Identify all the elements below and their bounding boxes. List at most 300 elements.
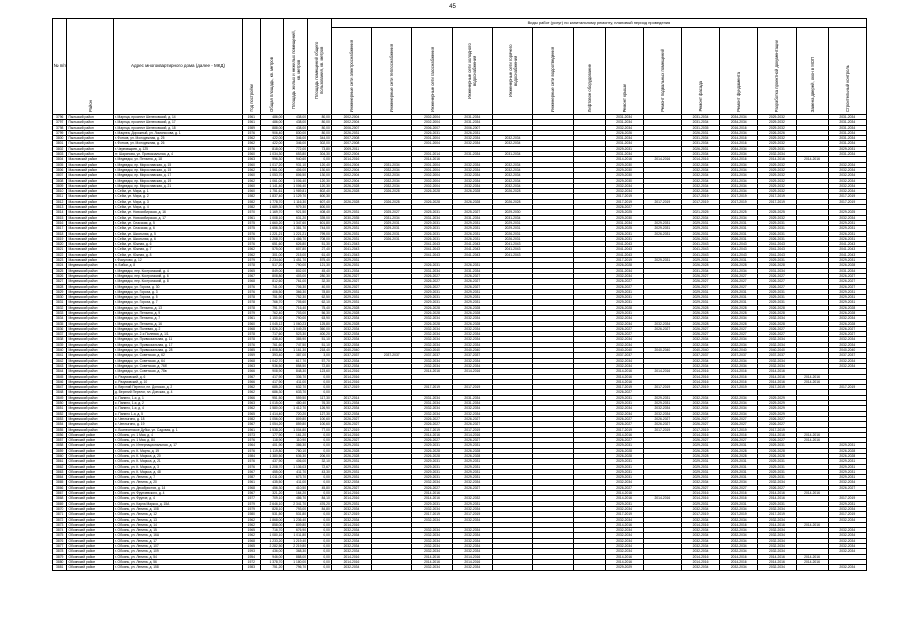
table-cell: 531,80: [284, 512, 308, 517]
table-cell: 2032-2034: [605, 273, 643, 278]
table-cell: 2002-2004: [331, 152, 371, 157]
table-cell: 2014-2016: [796, 432, 828, 437]
table-cell: г. Фасулово, д. 12: [113, 258, 242, 263]
table-cell: 2029-2029: [758, 395, 796, 400]
table-cell: 2026-2026: [605, 130, 643, 135]
table-cell: 2029-2031: [828, 226, 866, 231]
table-cell: 2029-2031: [681, 475, 719, 480]
table-cell: 2026-2028: [452, 189, 492, 194]
table-cell: 130,00: [308, 173, 332, 178]
table-cell: 1975: [243, 226, 261, 231]
table-cell: 2032-2034: [372, 167, 412, 172]
table-cell: 2026-2027: [828, 284, 866, 289]
table-cell: 2026-2028: [331, 454, 371, 459]
table-cell: 2026-2028: [758, 321, 796, 326]
table-cell: 2026-2027: [758, 326, 796, 331]
table-cell: 2032-2034: [758, 528, 796, 533]
table-cell: 2017-2019: [681, 385, 719, 390]
table-cell: 2029-2031: [828, 258, 866, 263]
table-cell: 2029-2031: [331, 459, 371, 464]
table-cell: 1 381,70: [284, 226, 308, 231]
table-cell: 2032-2034: [605, 411, 643, 416]
table-cell: 3800: [53, 136, 67, 141]
table-cell: г. Медведск, ул. Советская, д. 64: [113, 358, 242, 363]
table-cell: 2032-2034: [720, 517, 758, 522]
table-cell: 2029-2031: [720, 300, 758, 305]
table-cell: г. Медведск, пр. Мирославская, д. 21: [113, 183, 242, 188]
table-cell: 2026-2027: [605, 390, 643, 395]
header-address: Адрес многоквартирного дома (далее - МКД): [113, 19, 242, 115]
table-cell: 2026-2027: [452, 438, 492, 443]
table-cell: 2032-2034: [720, 395, 758, 400]
table-cell: 2032-2034: [681, 316, 719, 321]
table-cell: д. Верхний Перелог, пл. Донская, д. 4: [113, 390, 242, 395]
table-cell: 2017-2019: [720, 385, 758, 390]
table-cell: 2 282,50: [260, 544, 284, 549]
table-cell: 2032-2034: [492, 162, 532, 167]
table-cell: 2032-2034: [372, 183, 412, 188]
table-cell: г. Обоянь, ул. Ленина, д. 13: [113, 517, 242, 522]
table-cell: 2026-2031: [758, 236, 796, 241]
table-cell: 0,00: [308, 385, 332, 390]
table-cell: 2026-2027: [681, 416, 719, 421]
table-cell: 791,70: [260, 305, 284, 310]
table-cell: 3837: [53, 332, 67, 337]
table-cell: г. Медведск, ул. Пензина, д. 7: [113, 316, 242, 321]
table-cell: 2029-2029: [758, 406, 796, 411]
table-cell: 2029-2031: [720, 443, 758, 448]
table-cell: 2032-2034: [828, 342, 866, 347]
table-cell: 2032-2034: [681, 183, 719, 188]
table-cell: 2037-2037: [605, 353, 643, 358]
table-cell: 2026-2027: [758, 273, 796, 278]
table-cell: 2026-2028: [412, 305, 452, 310]
table-cell: 2031-2034: [492, 152, 532, 157]
table-cell: Обоянский район: [67, 491, 113, 496]
table-cell: 346,00: [284, 141, 308, 146]
table-cell: Обоянский район: [67, 554, 113, 559]
table-cell: Обоянский район: [67, 464, 113, 469]
table-cell: 2026-2028: [605, 305, 643, 310]
table-cell: 1975: [243, 220, 261, 225]
table-cell: 2032-2034: [828, 517, 866, 522]
table-cell: 2006-2007: [412, 125, 452, 130]
header-year: Год постройки: [243, 19, 261, 115]
table-cell: 2029-2031: [605, 443, 643, 448]
table-cell: 2032-2034: [452, 183, 492, 188]
table-cell: 830,00: [284, 130, 308, 135]
table-cell: 2029-2031: [681, 469, 719, 474]
table-cell: г. Медведск, ул. Привокзальная, д. 17: [113, 342, 242, 347]
table-cell: 2029-2029: [758, 411, 796, 416]
table-cell: 2026-2028: [758, 454, 796, 459]
table-cell: 636,30: [284, 454, 308, 459]
table-cell: 1 011,80: [284, 533, 308, 538]
table-cell: 2021-2025: [681, 210, 719, 215]
table-cell: 2026-2028: [758, 448, 796, 453]
table-cell: 2014-2016: [758, 559, 796, 564]
table-cell: 2032-2034: [828, 565, 866, 570]
table-cell: 772,00: [284, 146, 308, 151]
table-cell: 2026-2027: [828, 485, 866, 490]
table-cell: 2025-2025: [758, 210, 796, 215]
table-cell: 2029-2031: [412, 459, 452, 464]
table-cell: 1954: [243, 554, 261, 559]
table-cell: 2032-2034: [828, 178, 866, 183]
table-cell: 2040-2040: [681, 348, 719, 353]
table-cell: 2032-2034: [492, 173, 532, 178]
table-cell: 3879: [53, 554, 67, 559]
table-cell: 2014-2016: [681, 432, 719, 437]
table-cell: Обоянский район: [67, 432, 113, 437]
table-cell: 2031-2034: [452, 120, 492, 125]
table-cell: 2031-2034: [372, 162, 412, 167]
table-cell: 2014-2016: [720, 491, 758, 496]
table-cell: 2026-2027: [605, 326, 643, 331]
table-cell: 486,00: [260, 120, 284, 125]
table-cell: 2029-2025: [828, 210, 866, 215]
table-cell: г. Обоянь, ул. Ленина, д. 16А: [113, 533, 242, 538]
table-cell: 1 826,20: [260, 326, 284, 331]
table-cell: 3860: [53, 454, 67, 459]
table-cell: 2029-2031: [720, 295, 758, 300]
table-cell: 1 006,40: [284, 183, 308, 188]
table-cell: 2032-2034: [681, 337, 719, 342]
table-cell: 2031-2034: [331, 401, 371, 406]
table-cell: 2014-2016: [412, 554, 452, 559]
table-cell: Масловский район: [67, 242, 113, 247]
table-cell: 2029-2031: [720, 501, 758, 506]
table-cell: 2029-2031: [412, 443, 452, 448]
table-cell: 438,00: [284, 125, 308, 130]
table-cell: 2014-2016: [681, 559, 719, 564]
table-cell: г. Обоянь, ул. Ленина, д. 15: [113, 528, 242, 533]
table-cell: 2029-2032: [758, 183, 796, 188]
table-cell: 1 656,30: [260, 226, 284, 231]
header-work-9: Ремонт фасада: [681, 28, 719, 115]
table-cell: 2017-2019: [605, 258, 643, 263]
table-cell: 100,60: [308, 422, 332, 427]
table-cell: г. Обоянь, ул. Ленина, д. 14: [113, 522, 242, 527]
table-cell: 3812: [53, 199, 67, 204]
table-cell: 2029-2031: [331, 501, 371, 506]
table-cell: 2032-2034: [605, 342, 643, 347]
table-cell: 2031-2034: [452, 152, 492, 157]
table-cell: г. Обоянь, ул. Фрунзевского, д. 4: [113, 491, 242, 496]
table-cell: 3831: [53, 300, 67, 305]
table-cell: 2017-2019: [452, 512, 492, 517]
table-cell: 1 053,70: [260, 173, 284, 178]
table-cell: 2014-2016: [331, 157, 371, 162]
table-cell: 77,00: [308, 427, 332, 432]
table-cell: 2026-2027: [605, 422, 643, 427]
table-cell: 2032-2034: [331, 549, 371, 554]
table-cell: г. Сейм, ул. Школьная, д. 5: [113, 231, 242, 236]
table-cell: 2017-2019: [828, 512, 866, 517]
table-cell: 936,50: [260, 363, 284, 368]
table-cell: гт. Шаринова, ул. Привокзальная, д. 4: [113, 152, 242, 157]
table-cell: 2029-2031: [412, 289, 452, 294]
table-cell: 1961: [243, 480, 261, 485]
table-cell: 2026-2027: [605, 284, 643, 289]
table-cell: Медвежский район: [67, 406, 113, 411]
table-cell: 2014-2016: [758, 379, 796, 384]
table-cell: 2026-2027: [720, 422, 758, 427]
table-cell: 1962: [243, 167, 261, 172]
table-cell: 673,70: [284, 475, 308, 480]
table-cell: 2014-2016: [605, 374, 643, 379]
table-cell: 2032-2034: [331, 565, 371, 570]
table-cell: 2029-2030: [492, 210, 532, 215]
table-cell: 2026-2027: [758, 279, 796, 284]
table-cell: 2029-2032: [758, 173, 796, 178]
table-cell: 2 341,70: [284, 501, 308, 506]
table-cell: Медвежский район: [67, 300, 113, 305]
table-cell: 2026-2027: [452, 284, 492, 289]
table-cell: 0,00: [308, 544, 332, 549]
table-cell: 2032-2034: [828, 173, 866, 178]
table-cell: 607,40: [308, 199, 332, 204]
table-cell: Обоянский район: [67, 512, 113, 517]
table-cell: 633,70: [284, 390, 308, 395]
table-cell: 406,00: [284, 167, 308, 172]
table-cell: 3826: [53, 273, 67, 278]
table-cell: 2014-2016: [796, 522, 828, 527]
table-cell: 3809: [53, 183, 67, 188]
table-cell: 2029-2032: [758, 162, 796, 167]
table-cell: 2026-2027: [643, 326, 681, 331]
table-cell: 2029-2031: [372, 220, 412, 225]
table-cell: 523,30: [284, 332, 308, 337]
table-cell: 2014-2016: [720, 136, 758, 141]
table-cell: 808,80: [260, 273, 284, 278]
table-cell: 2029-2032: [758, 141, 796, 146]
table-cell: 2026-2031: [758, 231, 796, 236]
table-cell: Масловский район: [67, 247, 113, 252]
header-area-common: Площадь помещений общего пользования, кв. метров: [308, 19, 332, 115]
table-cell: 2014-2016: [796, 554, 828, 559]
table-cell: 2017-2019: [681, 199, 719, 204]
table-cell: 1961: [243, 427, 261, 432]
table-cell: [533, 565, 573, 570]
table-cell: 2031-2034: [681, 120, 719, 125]
table-cell: 1 080,10: [260, 533, 284, 538]
table-cell: 84,80: [308, 506, 332, 511]
table-cell: 2014-2016: [605, 559, 643, 564]
table-cell: 2032-2034: [452, 544, 492, 549]
table-cell: 2026-2028: [412, 199, 452, 204]
table-cell: 2017-2019: [331, 385, 371, 390]
table-cell: 653,80: [284, 152, 308, 157]
table-cell: 2026-2027: [758, 422, 796, 427]
table-cell: 575,00: [260, 247, 284, 252]
table-cell: 2 234,60: [260, 258, 284, 263]
table-cell: Медвежский район: [67, 395, 113, 400]
table-cell: 2040-2040: [412, 348, 452, 353]
table-cell: 720,20: [284, 411, 308, 416]
table-cell: 2026-2027: [605, 205, 643, 210]
table-cell: г. Сейм, ул. Мира, д. 3: [113, 199, 242, 204]
table-cell: Обоянский район: [67, 475, 113, 480]
table-cell: 2014-2016: [331, 522, 371, 527]
table-cell: 486,00: [260, 115, 284, 120]
table-cell: 931,10: [284, 162, 308, 167]
table-cell: г. Обоянь, ул. К. Марта, д. 19: [113, 448, 242, 453]
table-cell: 62,50: [308, 295, 332, 300]
table-cell: 717,60: [260, 332, 284, 337]
table-cell: 818,00: [260, 146, 284, 151]
table-cell: 2014-2016: [452, 554, 492, 559]
table-cell: с. Панино, 1-я, д. 2: [113, 401, 242, 406]
table-cell: 2026-2027: [720, 273, 758, 278]
table-cell: 2032-2034: [643, 411, 681, 416]
table-cell: 2030-2035: [331, 215, 371, 220]
table-cell: 1970: [243, 210, 261, 215]
table-cell: 2014-2016: [681, 496, 719, 501]
table-cell: 2026-2028: [605, 263, 643, 268]
table-cell: 2029-2031: [681, 464, 719, 469]
table-cell: 1962: [243, 247, 261, 252]
table-cell: 3869: [53, 501, 67, 506]
table-cell: 2029-2032: [758, 215, 796, 220]
table-cell: 1976: [243, 146, 261, 151]
table-cell: 2029-2031: [758, 443, 796, 448]
table-cell: 1 180,00: [284, 559, 308, 564]
table-cell: 2014-2016: [452, 432, 492, 437]
table-cell: 1960: [243, 162, 261, 167]
table-cell: 716,40: [284, 305, 308, 310]
table-cell: 1960: [243, 183, 261, 188]
table-cell: 2029-2031: [828, 475, 866, 480]
table-cell: 3862: [53, 464, 67, 469]
table-cell: 73,80: [308, 146, 332, 151]
table-cell: 3796: [53, 115, 67, 120]
table-cell: 2032-2034: [828, 162, 866, 167]
table-cell: 127,30: [308, 411, 332, 416]
table-cell: 2032-2034: [828, 506, 866, 511]
table-cell: г. Обоянь, ул. Ленина, д. 107: [113, 544, 242, 549]
table-cell: 2032-2034: [681, 480, 719, 485]
header-work-11: Разработка проектной документации: [758, 28, 796, 115]
table-cell: 2017-2019: [720, 512, 758, 517]
header-work-3: Инженерные сети холодного водоснабжения: [452, 28, 492, 115]
table-cell: 2026-2027: [412, 284, 452, 289]
table-cell: 744,00: [308, 226, 332, 231]
table-cell: 2032-2034: [331, 332, 371, 337]
table-cell: 2017-2019: [452, 385, 492, 390]
table-cell: 2032-2034: [828, 538, 866, 543]
table-cell: 2017-2019: [720, 427, 758, 432]
table-cell: 3875: [53, 533, 67, 538]
table-cell: 51,30: [308, 242, 332, 247]
table-cell: 1976: [243, 459, 261, 464]
table-cell: 2029-2031: [828, 443, 866, 448]
table-cell: 2026-2027: [643, 416, 681, 421]
table-cell: 0,00: [308, 538, 332, 543]
table-cell: 2029-2032: [758, 125, 796, 130]
table-cell: 2032-2034: [681, 544, 719, 549]
table-cell: 2031-2034: [828, 125, 866, 130]
table-cell: г. Медведск, ул. Советская, д. 76б: [113, 363, 242, 368]
table-cell: Медвежский район: [67, 401, 113, 406]
table-cell: 120,30: [308, 178, 332, 183]
table-cell: 2026-2031: [452, 231, 492, 236]
table-cell: 3797: [53, 120, 67, 125]
table-cell: Обоянский район: [67, 528, 113, 533]
table-cell: 2032-2034: [681, 178, 719, 183]
table-cell: 1 808,80: [260, 348, 284, 353]
table-cell: 2032-2034: [681, 173, 719, 178]
table-cell: 3854: [53, 422, 67, 427]
table-cell: 2 219,80: [284, 544, 308, 549]
table-cell: г. Сейм, ул. Южная, д. 8: [113, 252, 242, 257]
table-cell: Медвежский район: [67, 263, 113, 268]
table-cell: 2031-2034: [828, 120, 866, 125]
table-cell: 2032-2034: [452, 538, 492, 543]
table-cell: Медвежский район: [67, 321, 113, 326]
table-cell: 2041-2043: [492, 242, 532, 247]
table-cell: 2032-2034: [452, 565, 492, 570]
table-cell: 3818: [53, 231, 67, 236]
table-cell: Обоянский район: [67, 544, 113, 549]
table-cell: Обоянский район: [67, 522, 113, 527]
table-cell: 2029-2030: [605, 162, 643, 167]
table-cell: 2029-2031: [758, 501, 796, 506]
table-cell: Медвежский район: [67, 289, 113, 294]
table-cell: 3873: [53, 522, 67, 527]
table-cell: 1962: [243, 141, 261, 146]
table-cell: 2026-2027: [331, 416, 371, 421]
table-cell: 2032-2034: [452, 506, 492, 511]
table-cell: 0,00: [308, 549, 332, 554]
header-work-0: Инженерные сети электроснабжения: [331, 28, 371, 115]
table-cell: 0,00: [308, 559, 332, 564]
table-cell: 1 837,40: [260, 194, 284, 199]
table-cell: 2017-2019: [643, 385, 681, 390]
table-cell: 2029-2031: [828, 469, 866, 474]
table-cell: 2014-2016: [681, 522, 719, 527]
table-cell: 3848: [53, 390, 67, 395]
table-cell: 1 008,10: [260, 215, 284, 220]
table-cell: 2029-2030: [605, 215, 643, 220]
table-cell: г. Обоянь, ул. Ленина, д. 54: [113, 554, 242, 559]
table-cell: 406,00: [284, 459, 308, 464]
table-cell: 1979: [243, 258, 261, 263]
table-cell: 1960: [243, 152, 261, 157]
table-cell: 1976: [243, 289, 261, 294]
table-cell: Обоянский район: [67, 565, 113, 570]
table-cell: 2017-2019: [605, 194, 643, 199]
table-cell: 2014-2016: [796, 157, 828, 162]
table-cell: 2029-2031: [758, 475, 796, 480]
table-cell: 2032-2034: [643, 321, 681, 326]
table-cell: 1961: [243, 215, 261, 220]
table-cell: 859,80: [284, 422, 308, 427]
table-cell: 741,00: [260, 284, 284, 289]
table-cell: 2026-2031: [828, 236, 866, 241]
table-cell: 2029-2031: [828, 300, 866, 305]
table-cell: 2014-2016: [720, 369, 758, 374]
header-work-13: Строительный контроль: [828, 28, 866, 115]
table-cell: 2032-2034: [452, 342, 492, 347]
table-cell: 2041-2043: [681, 242, 719, 247]
table-cell: 2029-2031: [681, 220, 719, 225]
table-cell: 2029-2031: [828, 464, 866, 469]
table-cell: 2032-2034: [492, 183, 532, 188]
table-cell: 3858: [53, 443, 67, 448]
table-cell: г. Медведск, пер. Костромский, д. 8: [113, 279, 242, 284]
table-cell: 2014-2016: [605, 369, 643, 374]
